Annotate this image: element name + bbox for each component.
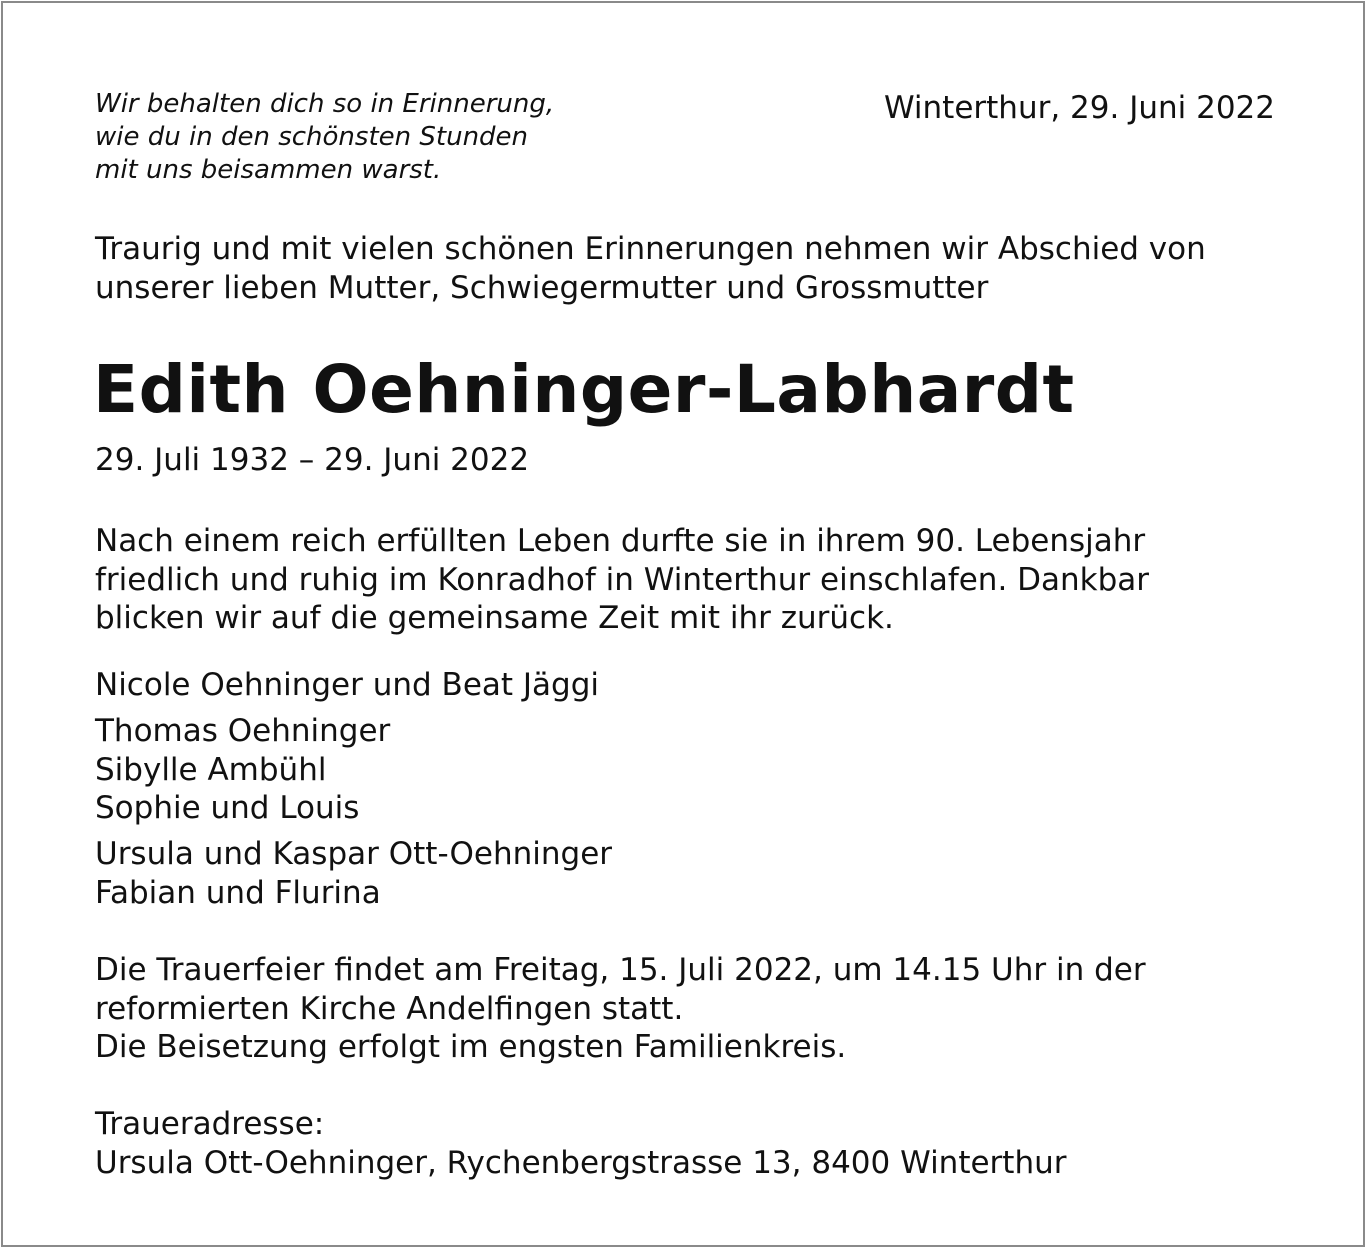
quote-line: wie du in den schönsten Stunden [95, 122, 529, 152]
deceased-name: Edith Oehninger-Labhardt [93, 351, 1075, 428]
message-line: Nach einem reich erfüllten Leben durfte sie in ihrem 90. Lebensjahr [95, 523, 1146, 559]
address-value: Ursula Ott-Oehninger, Rychenbergstrasse 13, 8400 Winterthur [95, 1144, 1067, 1181]
message-line: blicken wir auf die gemeinsame Zeit mit ihr zurück. [95, 600, 894, 636]
life-dates: 29. Juli 1932 – 29. Juni 2022 [95, 442, 530, 478]
family-group [95, 712, 390, 828]
message-line: friedlich und ruhig im Konradhof in Winterthur einschlafen. Dankbar [95, 561, 1150, 598]
address-label: Traueradresse: [95, 1106, 325, 1142]
quote-line: Wir behalten dich so in Erinnerung, [95, 89, 555, 119]
family-member: Ursula und Kaspar Ott-Oehninger [95, 836, 613, 872]
family-member: Fabian und Flurina [95, 874, 381, 911]
family-group [95, 835, 612, 912]
service-info [95, 951, 1146, 1067]
family-member: Nicole Oehninger und Beat Jäggi [95, 667, 600, 703]
mourning-address [95, 1105, 1067, 1182]
memorial-quote [95, 88, 554, 187]
intro-text [95, 230, 1206, 307]
service-line: Die Trauerfeier findet am Freitag, 15. Juli 2022, um 14.15 Uhr in der [95, 952, 1146, 988]
intro-line: unserer lieben Mutter, Schwiegermutter und Grossmutter [95, 269, 989, 306]
family-group [95, 666, 599, 705]
family-member: Thomas Oehninger [95, 713, 391, 749]
quote-line: mit uns beisammen warst. [95, 155, 442, 185]
service-line: reformierten Kirche Andelfingen statt. [95, 990, 684, 1027]
farewell-message [95, 522, 1149, 638]
family-member: Sophie und Louis [95, 790, 360, 826]
intro-line: Traurig und mit vielen schönen Erinnerungen nehmen wir Abschied von [95, 231, 1206, 267]
service-line: Die Beisetzung erfolgt im engsten Familienkreis. [95, 1029, 847, 1065]
place-and-date: Winterthur, 29. Juni 2022 [883, 90, 1275, 126]
family-member: Sibylle Ambühl [95, 751, 327, 788]
